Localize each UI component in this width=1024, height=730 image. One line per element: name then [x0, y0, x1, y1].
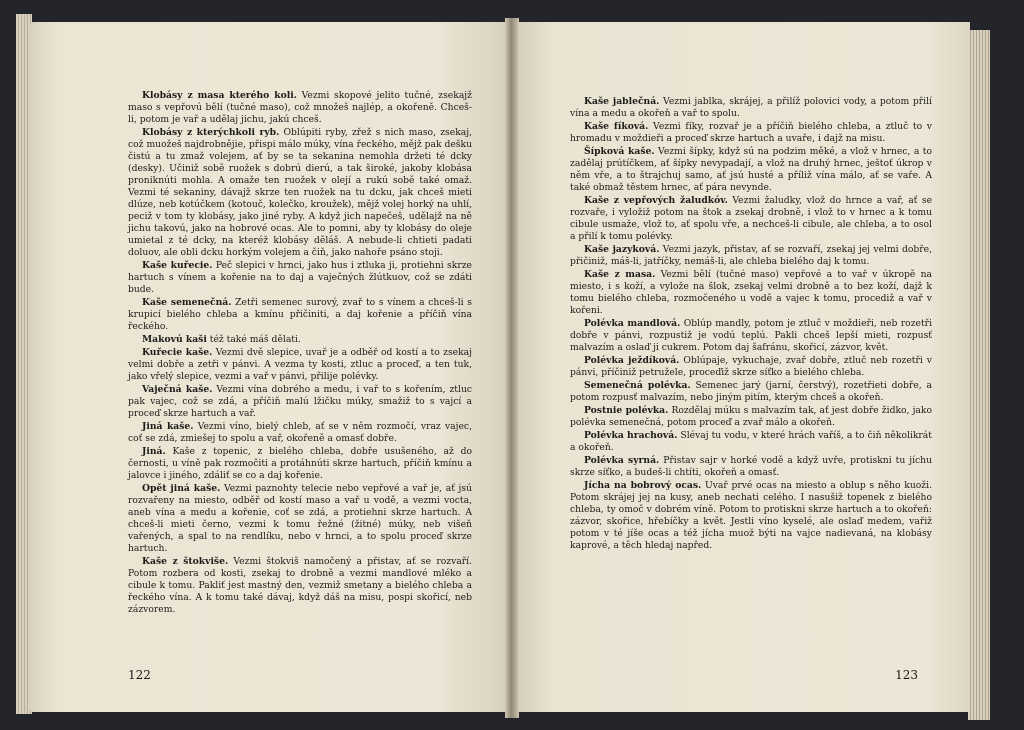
recipe-text: Zetři semenec surový, zvař to s vínem a chceš-li s krupicí bielého chleba a kmínu přičiniti, a daj kořenie a příčiň vína řeckého. [128, 297, 472, 332]
recipe-text: Oblúp mandly, potom je ztluč v moždieři, neb rozetři dobře v pánvi, rozpustiž je vodú teplú. Pakli chceš lepší mieti, rozpusť malvazím a oslaď ji cukrem. Potom daj šafránu, skořicí, zázvor, květ. [570, 318, 933, 353]
recipe-entry [570, 405, 932, 429]
recipe-title: Makovú kaši [142, 334, 207, 345]
recipe-title: Kaše semenečná. [142, 297, 232, 308]
recipe-title: Semenečná polévka. [584, 380, 691, 391]
recipe-entry [128, 446, 472, 482]
recipe-text: Oblúpaje, vykuchaje, zvař dobře, ztluč neb rozetři v pánvi, příčiniž petružele, proceďiž skrze síťko a bielého chleba. [570, 355, 932, 378]
recipe-title: Kaše fíková. [584, 121, 649, 132]
recipe-text: Vezmi jazyk, přistav, ať se rozvaří, zsekaj jej velmi dobře, přičiniž, máš-li, jatříčky, nemáš-li, ale chleba bielého daj k tomu. [570, 244, 933, 267]
recipe-text: Vezmi bělí (tučné maso) vepřové a to vař v úkropě na miesto, i s koží, a vylože na šlok, zsekaj velmi drobně a to bez koží, dajž k tomu bielého chleba, rozmočeného u vodě a vajec k tomu, procediž a vař v kořeni. [570, 269, 933, 316]
recipe-text: Kaše z topenic, z bielého chleba, dobře usušeného, až do černosti, u víně pak rozmočiti a protáhnúti skrze hartuch, příčiň kmínu a jalovce i jiného, zdáliť se co a daj kořenie. [128, 446, 473, 481]
recipe-title: Klobásy z kterýchkoli ryb. [142, 127, 280, 138]
recipe-entry [570, 146, 932, 194]
recipe-title: Jiná kaše. [142, 421, 194, 432]
recipe-entry [570, 269, 932, 317]
recipe-title: Opět jiná kaše. [142, 483, 221, 494]
recipe-title: Šípková kaše. [584, 146, 655, 157]
recipe-text: Slévaj tu vodu, v které hrách vaříš, a to čiň několikrát a okořeň. [570, 430, 932, 453]
recipe-entry [128, 90, 472, 126]
recipe-title: Polévka ježdíková. [584, 355, 680, 366]
recipe-entry [570, 195, 932, 243]
recipe-title: Kaše z vepřových žaludkóv. [584, 195, 728, 206]
recipe-entry [128, 556, 472, 616]
recipe-text: Semenec jarý (jarní, čerstvý), rozetřieti dobře, a potom rozpusť malvazím, nebo jiným pitím, kterým chceš a okořeň. [570, 380, 933, 403]
recipe-title: Polévka hrachová. [584, 430, 678, 441]
recipe-entry [570, 318, 932, 354]
right-page-edges [968, 30, 990, 720]
recipe-entry [128, 127, 472, 259]
recipe-title: Kaše kuřecie. [142, 260, 213, 271]
recipe-entry [570, 355, 932, 379]
recipe-entry [570, 380, 932, 404]
recipe-text: Vezmi paznohty telecie nebo vepřové a vař je, ať jsú rozvařeny na miesto, odběř od kostí maso a vař u vodě, a vezmi vocta, aneb vína a medu a kořenie, coť se zdá, a protiehni skrze hartuch. A chceš-li mieti černo, vezmi k tomu řežné (žitné) múky, neb višeň vařených, a spal to na rendlíku, nebo v hrnci, a to spolu proceď skrze hartuch. [128, 483, 473, 554]
recipe-entry [570, 455, 932, 479]
recipe-title: Postnie polévka. [584, 405, 669, 416]
recipe-text: Vezmi jablka, skrájej, a přilíž polovici vody, a potom přilí vína a medu a okořeň a vař to spolu. [570, 96, 932, 119]
recipe-entry [128, 384, 472, 420]
recipe-entry [128, 334, 472, 346]
recipe-text: Vezmi skopové jelito tučné, zsekajž maso s vepřovú bělí (tučné maso), což množeš najlép, a okořeně. Chceš-li, potom je vař a udělaj jichu, jakú chceš. [128, 90, 472, 125]
right-page-text [570, 96, 932, 552]
recipe-text: Rozdělaj múku s malvazím tak, ať jest dobře židko, jako polévka semenečná, potom proceď a zvař málo a okořeň. [570, 405, 932, 428]
recipe-title: Kaše z masa. [584, 269, 656, 280]
right-page [518, 22, 970, 712]
recipe-entry [570, 480, 932, 552]
recipe-text: Vezmi fíky, rozvař je a příčiň bielého chleba, a ztluč to v hromadu v moždieři a proceď skrze hartuch a uvaře, i dajž na misu. [570, 121, 932, 144]
recipe-title: Kuřecie kaše. [142, 347, 213, 358]
recipe-entry [570, 430, 932, 454]
recipe-text: Vezmi vína dobrého a medu, i vař to s kořením, ztluc pak vajec, což se zdá, a příčiň malú lžičku múky, smažiž to s vajcí a proceď skrze hartuch a vař. [128, 384, 473, 419]
recipe-title: Jiná. [142, 446, 166, 457]
recipe-text: Oblúpiti ryby, zřež s nich maso, zsekaj, což muožeš najdrobnějie, přispi málo múky, vína řeckého, mějž pak dešku čistú a tu zmaž volejem, ať by se ta sekanina nemohla držeti té dcky (desky). Učiniž sobě ruožek s dobrú dierú, a tak široké, jakoby klobása proniknúti mohla. A omaže ten ruožek v olejí a rukú sobě také omaž. Vezmi té sekaniny, dávajž skrze ten ruožek na tu dcku, jak chceš mieti dlúze, neb kotúčkem (kotouč, kolečko, kroužek), mějž volej horký na uhlí, peciž v tom ty klobásy, jako jiné ryby. A když jich napečeš, udělajž na ně jichu takovú, jako na hobrové ocas. Ale to pomni, aby ty klobásy do oleje umietal z té dcky, na kteréž klobásy děláš. A nebude-li chtieti padati doluov, ale obli dcku horkým volejem a čiň, jako nahoře psáno stoji. [128, 127, 473, 258]
recipe-entry [128, 421, 472, 445]
recipe-title: Kaše z štokviše. [142, 556, 229, 567]
page-number-left: 122 [128, 668, 151, 682]
recipe-text: Vezmi dvě slepice, uvař je a odběř od kostí a to zsekaj velmi dobře a zetři v pánvi. A vezma ty kosti, ztluc a proceď, a ten tuk, jako vřelý slepice, vezmi a vař v pánvi, přilije polévky. [128, 347, 473, 382]
left-page [30, 22, 506, 712]
recipe-text: Přistav sajr v horké vodě a když uvře, protiskni tu jíchu skrze síťko, a budeš-li chtíti, okořeň a omasť. [570, 455, 932, 478]
book-spine [505, 18, 519, 718]
recipe-text: též také máš dělati. [209, 334, 301, 345]
recipe-text: Vezmi štokviš namočený a přistav, ať se rozvaří. Potom rozbera od kosti, zsekaj to drobně a vezmi mandlové mléko a cibule k tomu. Pakliť jest mastný den, vezmiž smetany a bielého chleba a řeckého vína. A k tomu také dávaj, když dáš na misu, pospi skořicí, neb zázvorem. [128, 556, 473, 615]
recipe-entry [128, 297, 472, 333]
recipe-title: Jícha na bobrový ocas. [584, 480, 702, 491]
recipe-title: Kaše jablečná. [584, 96, 660, 107]
recipe-entry [570, 96, 932, 120]
recipe-title: Polévka syrná. [584, 455, 660, 466]
recipe-entry [128, 483, 472, 555]
recipe-text: Uvař prvé ocas na miesto a oblup s něho kuoži. Potom skrájej jej na kusy, aneb nechati celého. I nasušiž topenek z bielého chleba, ty omoč v dobrém víně. Potom to protiskni skrze hartuch a to okořeň: zázvor, skořice, hřebíčky a květ. Jestli víno kyselé, ale oslaď medem, vařiž potom v té jíše ocas a též jícha muož býti na vajce nadievaná, na klobásy kaprové, a těch hledaj napřed. [570, 480, 932, 551]
recipe-title: Vaječná kaše. [142, 384, 213, 395]
recipe-text: Vezmi šípky, když sú na podzim měké, a vlož v hrnec, a to zadělaj prútíčkem, ať šípky nevypadají, a vlož na druhý hrnec, ještoť úkrop v něm vře, a to štrajchuj samo, ať jsú husté a příliž vína málo, ať se vaře. A také obmaž těstem hrnec, ať pára nevynde. [570, 146, 933, 193]
recipe-entry [570, 121, 932, 145]
recipe-title: Kaše jazyková. [584, 244, 660, 255]
recipe-title: Polévka mandlová. [584, 318, 681, 329]
recipe-text: Vezmi žaludky, vlož do hrnce a vař, ať se rozvaře, i vyložiž potom na štok a zsekaj drobně, i vlož to v hrnec a k tomu cibule usmaže, vlož to, ať spolu vře, a nechceš-li cibule, ale chleba, a to osol a přilí k tomu polévky. [570, 195, 933, 242]
left-page-text [128, 90, 472, 616]
recipe-text: Peč slepici v hrnci, jako hus i ztluka ji, protiehni skrze hartuch s vínem a kořenie na to daj a vaječných žlútkuov, což se zdáti bude. [128, 260, 472, 295]
recipe-entry [128, 347, 472, 383]
recipe-text: Vezmi víno, bielý chleb, ať se v něm rozmočí, vraz vajec, coť se zdá, zmiešej to spolu a vař, okořeně a omasť dobře. [128, 421, 472, 444]
page-number-right: 123 [895, 668, 918, 682]
recipe-entry [570, 244, 932, 268]
recipe-entry [128, 260, 472, 296]
recipe-title: Klobásy z masa kterého koli. [142, 90, 297, 101]
